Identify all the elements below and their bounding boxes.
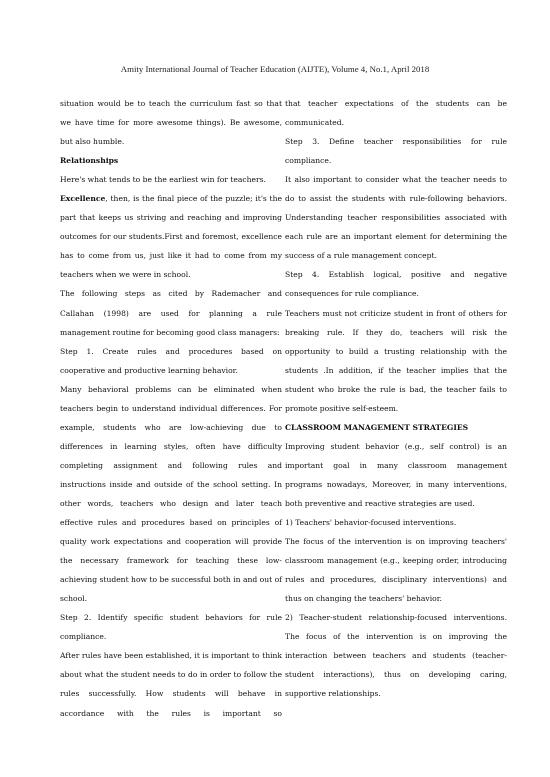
section-heading-strategies: CLASSROOM MANAGEMENT STRATEGIES — [285, 422, 469, 432]
paragraph: It also important to consider what the teacher needs to do to assist the students with rule-following behaviors. Understanding teacher responsibilities associated with each rule are an important element for determining the success of a rule management concept. — [285, 175, 507, 261]
step-1: Step 1. Create rules and procedures based on cooperative and productive learning behavior. — [60, 346, 282, 375]
paragraph: The focus of the intervention is on improving teachers' classroom management (e.g., keeping order, introducing rules and procedures, disciplinary interventions) and thus on changing the teachers' behavior. — [285, 537, 507, 604]
paragraph: The following steps as cited by Rademacher and Callahan (1998) are used for planning a rule management routine for becoming good class managers: — [60, 289, 282, 337]
paragraph: situation would be to teach the curriculum fast so that we have time for more awesome things). Be awesome, but also humble. — [60, 99, 282, 147]
step-2: Step 2. Identify specific student behaviors for rule compliance. — [60, 613, 282, 642]
paragraph: Here's what tends to be the earliest win for teachers. — [60, 175, 266, 185]
bold-term-excellence: Excellence — [60, 194, 106, 204]
paragraph — [60, 189, 282, 284]
list-item-2: 2) Teacher-student relationship-focused interventions. The focus of the intervention is on improving the interaction between teachers and students (teacher-student interactions), thus on developing caring, supportive relationships. — [285, 613, 507, 699]
paragraph-text: , then, is the final piece of the puzzle; it's the part that keeps us striving and reaching and improving outcomes for our students.First and foremost, excellence has to come from us, just like it had to come from my teachers when we were in school. — [60, 194, 282, 280]
left-column — [60, 94, 282, 723]
list-item-1: 1) Teachers' behavior-focused interventions. — [285, 518, 457, 528]
paragraph: After rules have been established, it is important to think about what the student needs to do in order to follow the rules successfully. How students will behave in accordance with the rules is important so — [60, 651, 282, 718]
step-3: Step 3. Define teacher responsibilities for rule compliance. — [285, 137, 507, 166]
paragraph: Improving student behavior (e.g., self control) is an important goal in many classroom management programs nowadays, Moreover, in many interventions, both preventive and reactive strategies are used. — [285, 441, 507, 508]
step-4: Step 4. Establish logical, positive and negative consequences for rule compliance. — [285, 270, 507, 299]
paragraph: Many behavioral problems can be eliminated when teachers begin to understand individual differences. For example, students who are low-achieving due to differences in learning styles, often have difficulty completing assignment and following rules and instructions inside and outside of the school setting. In other words, teachers who design and later teach effective rules and procedures based on principles of quality work expectations and cooperation will provide the necessary framework for teaching these low-achieving student how to be successful both in and out of school. — [60, 384, 282, 604]
section-heading-relationships: Relationships — [60, 156, 119, 166]
right-column — [285, 94, 507, 704]
paragraph: that teacher expectations of the students can be communicated. — [285, 99, 507, 128]
paragraph: Teachers must not criticize student in front of others for breaking rule. If they do, teachers will risk the opportunity to build a trusting relationship with the students .In addition, if the teacher implies that the student who broke the rule is bad, the teacher fails to promote positive self-esteem. — [285, 308, 507, 413]
running-header: Amity International Journal of Teacher Education (AIJTE), Volume 4, No.1, April 2018 — [120, 64, 430, 74]
